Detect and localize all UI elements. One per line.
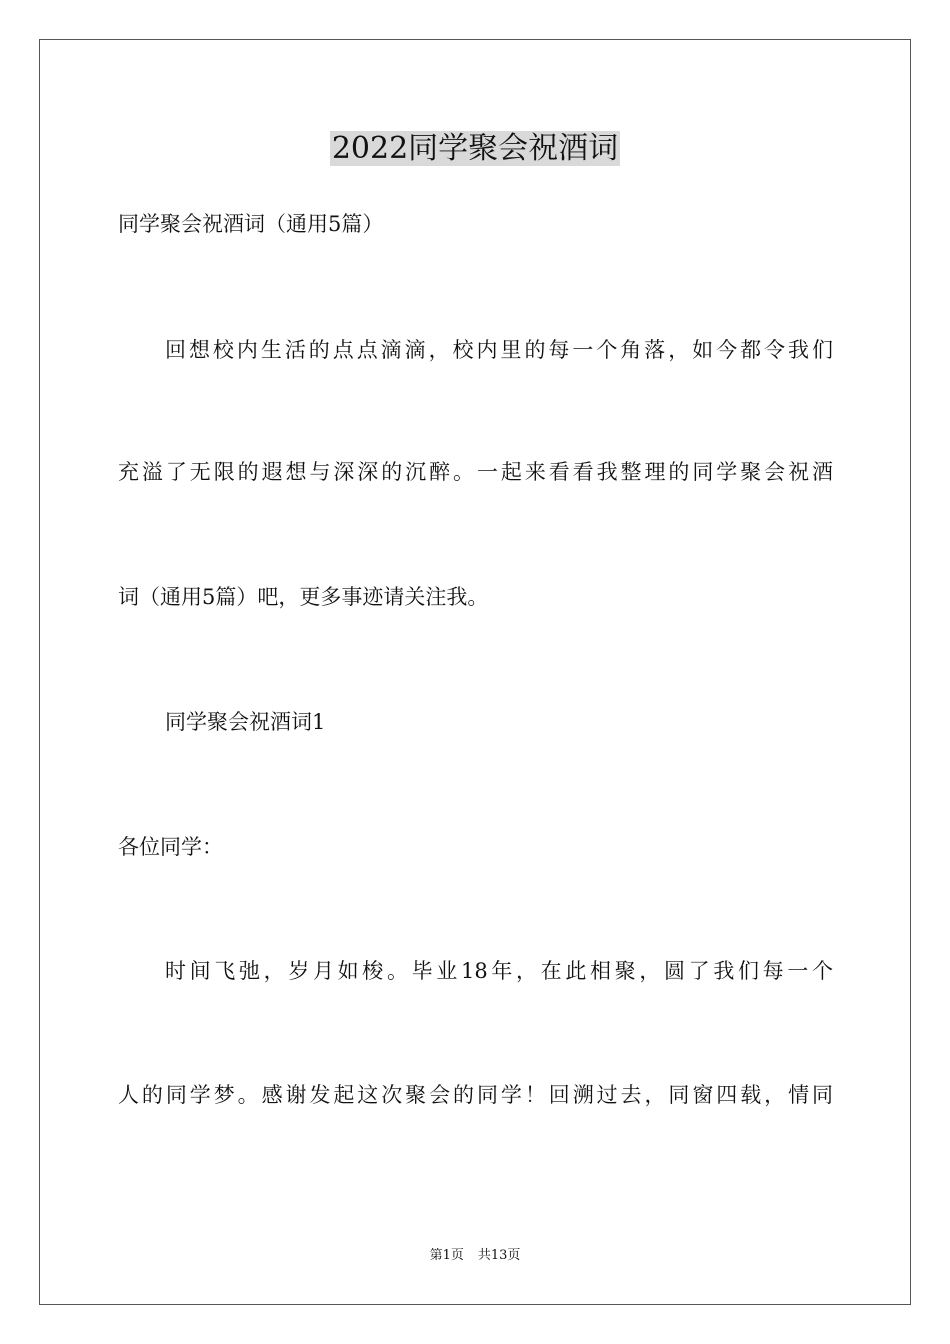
document-title (0, 128, 950, 170)
salutation-line: 各位同学： (118, 835, 223, 859)
paragraph-line: 回想校内生活的点点滴滴，校内里的每一个角落，如今都令我们 (165, 338, 833, 362)
paragraph-line: 人的同学梦。感谢发起这次聚会的同学！回溯过去，同窗四载，情同 (118, 1083, 833, 1107)
paragraph-line: 充溢了无限的遐想与深深的沉醉。一起来看看我整理的同学聚会祝酒 (118, 460, 833, 484)
subtitle-line: 同学聚会祝酒词（通用5篇） (118, 212, 384, 236)
page-footer (0, 1246, 950, 1266)
page-total: 共13页 (477, 1248, 521, 1263)
page-number: 第1页 (429, 1248, 464, 1263)
document-title-text: 2022同学聚会祝酒词 (331, 131, 619, 166)
section-heading: 同学聚会祝酒词1 (165, 710, 326, 734)
paragraph-line: 时间飞弛，岁月如梭。毕业18年，在此相聚，圆了我们每一个 (165, 959, 833, 983)
paragraph-line: 词（通用5篇）吧，更多事迹请关注我。 (118, 585, 489, 609)
